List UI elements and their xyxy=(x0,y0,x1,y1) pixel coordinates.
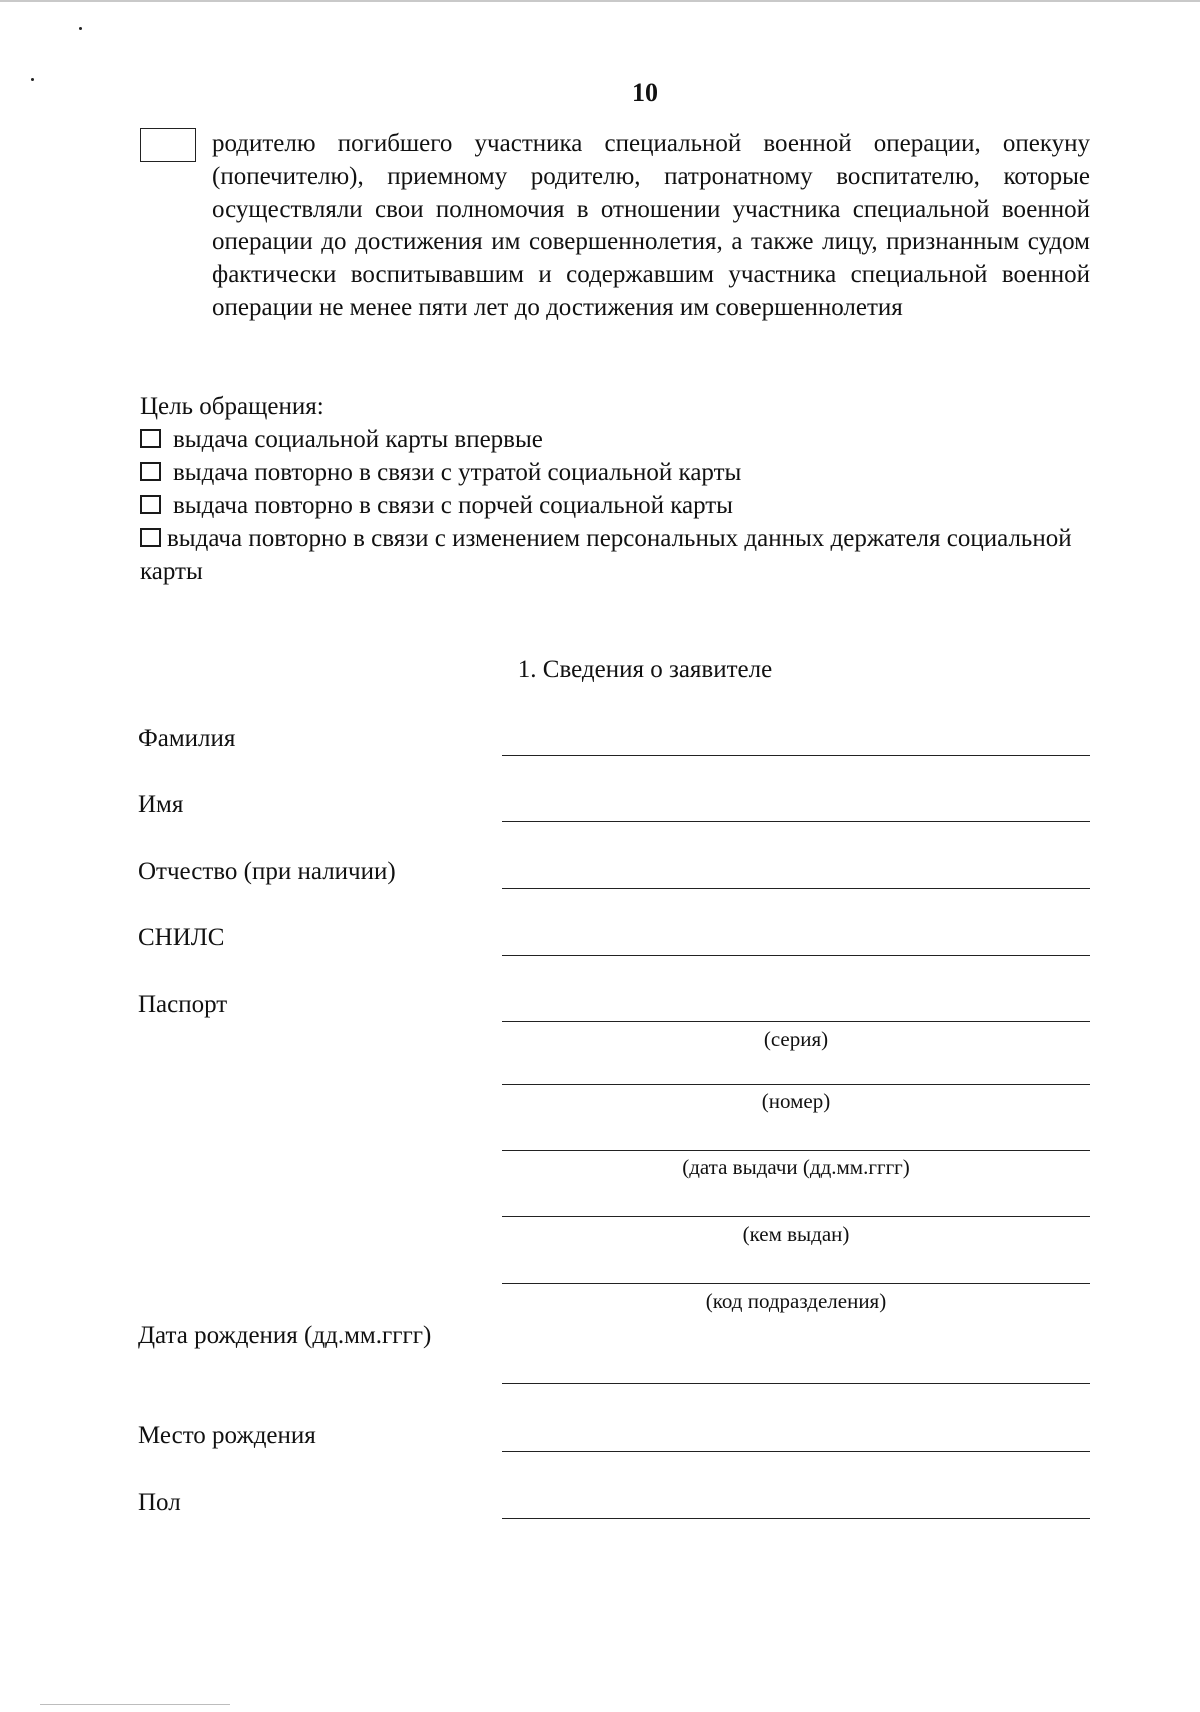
passport-division-code-caption: (код подразделения) xyxy=(705,1289,887,1313)
surname-label: Фамилия xyxy=(138,725,236,752)
purpose-option-label: выдача повторно в связи с утратой социальной карты xyxy=(173,459,742,486)
page-number: 10 xyxy=(632,78,658,107)
passport-issued-by-field[interactable] xyxy=(502,1216,1090,1217)
category-checkbox[interactable] xyxy=(140,128,196,162)
purpose-lost-card-checkbox[interactable] xyxy=(140,462,161,481)
passport-division-code-field[interactable] xyxy=(502,1283,1090,1284)
purpose-first-issue-checkbox[interactable] xyxy=(140,429,161,448)
purpose-heading: Цель обращения: xyxy=(140,393,324,420)
passport-number-field[interactable] xyxy=(502,1084,1090,1085)
purpose-damaged-card-checkbox[interactable] xyxy=(140,495,161,514)
passport-series-caption: (серия) xyxy=(763,1027,829,1051)
patronymic-label: Отчество (при наличии) xyxy=(138,858,396,885)
category-option-text: родителю погибшего участника специальной военной операции, опекуну (попечителю), приемному родителю, патронатному воспитателю, которые осуществляли свои полномочия в отношении участника специальной военной операции до достижения им совершеннолетия, а также лицу, признанным судом фактически воспитывавшим и содержавшим участника специальной военной операции не менее пяти лет до достижения им совершеннолетия xyxy=(212,130,1090,321)
name-field[interactable] xyxy=(502,821,1090,822)
sex-field[interactable] xyxy=(502,1518,1090,1519)
name-label: Имя xyxy=(138,791,184,818)
purpose-option xyxy=(140,423,1080,456)
surname-field[interactable] xyxy=(502,755,1090,756)
scan-edge-bottom xyxy=(40,1704,230,1705)
passport-number-caption: (номер) xyxy=(761,1089,831,1113)
patronymic-field[interactable] xyxy=(502,888,1090,889)
birth-date-field[interactable] xyxy=(502,1383,1090,1384)
purpose-option-label: выдача социальной карты впервые xyxy=(173,426,543,453)
purpose-option-label: выдача повторно в связи с изменением персональных данных держателя социальной карты xyxy=(140,525,1072,585)
purpose-option-label: выдача повторно в связи с порчей социальной карты xyxy=(173,492,733,519)
sex-label: Пол xyxy=(138,1489,181,1516)
passport-issued-by-caption: (кем выдан) xyxy=(742,1222,850,1246)
purpose-option xyxy=(140,456,1080,489)
purpose-option xyxy=(140,489,1080,522)
birth-date-label: Дата рождения (дд.мм.гггг) xyxy=(138,1322,432,1349)
snils-label: СНИЛС xyxy=(138,924,225,951)
purpose-option xyxy=(140,522,1080,588)
passport-series-field[interactable] xyxy=(502,1021,1090,1022)
passport-issue-date-caption: (дата выдачи (дд.мм.гггг) xyxy=(682,1155,910,1179)
scan-edge-top xyxy=(0,0,1200,2)
passport-label: Паспорт xyxy=(138,991,228,1018)
snils-field[interactable] xyxy=(502,955,1090,956)
birth-place-label: Место рождения xyxy=(138,1422,316,1449)
purpose-data-change-checkbox[interactable] xyxy=(140,528,161,547)
birth-place-field[interactable] xyxy=(502,1451,1090,1452)
scan-speck xyxy=(79,27,82,30)
passport-issue-date-field[interactable] xyxy=(502,1150,1090,1151)
section-title: 1. Сведения о заявителе xyxy=(517,656,773,683)
